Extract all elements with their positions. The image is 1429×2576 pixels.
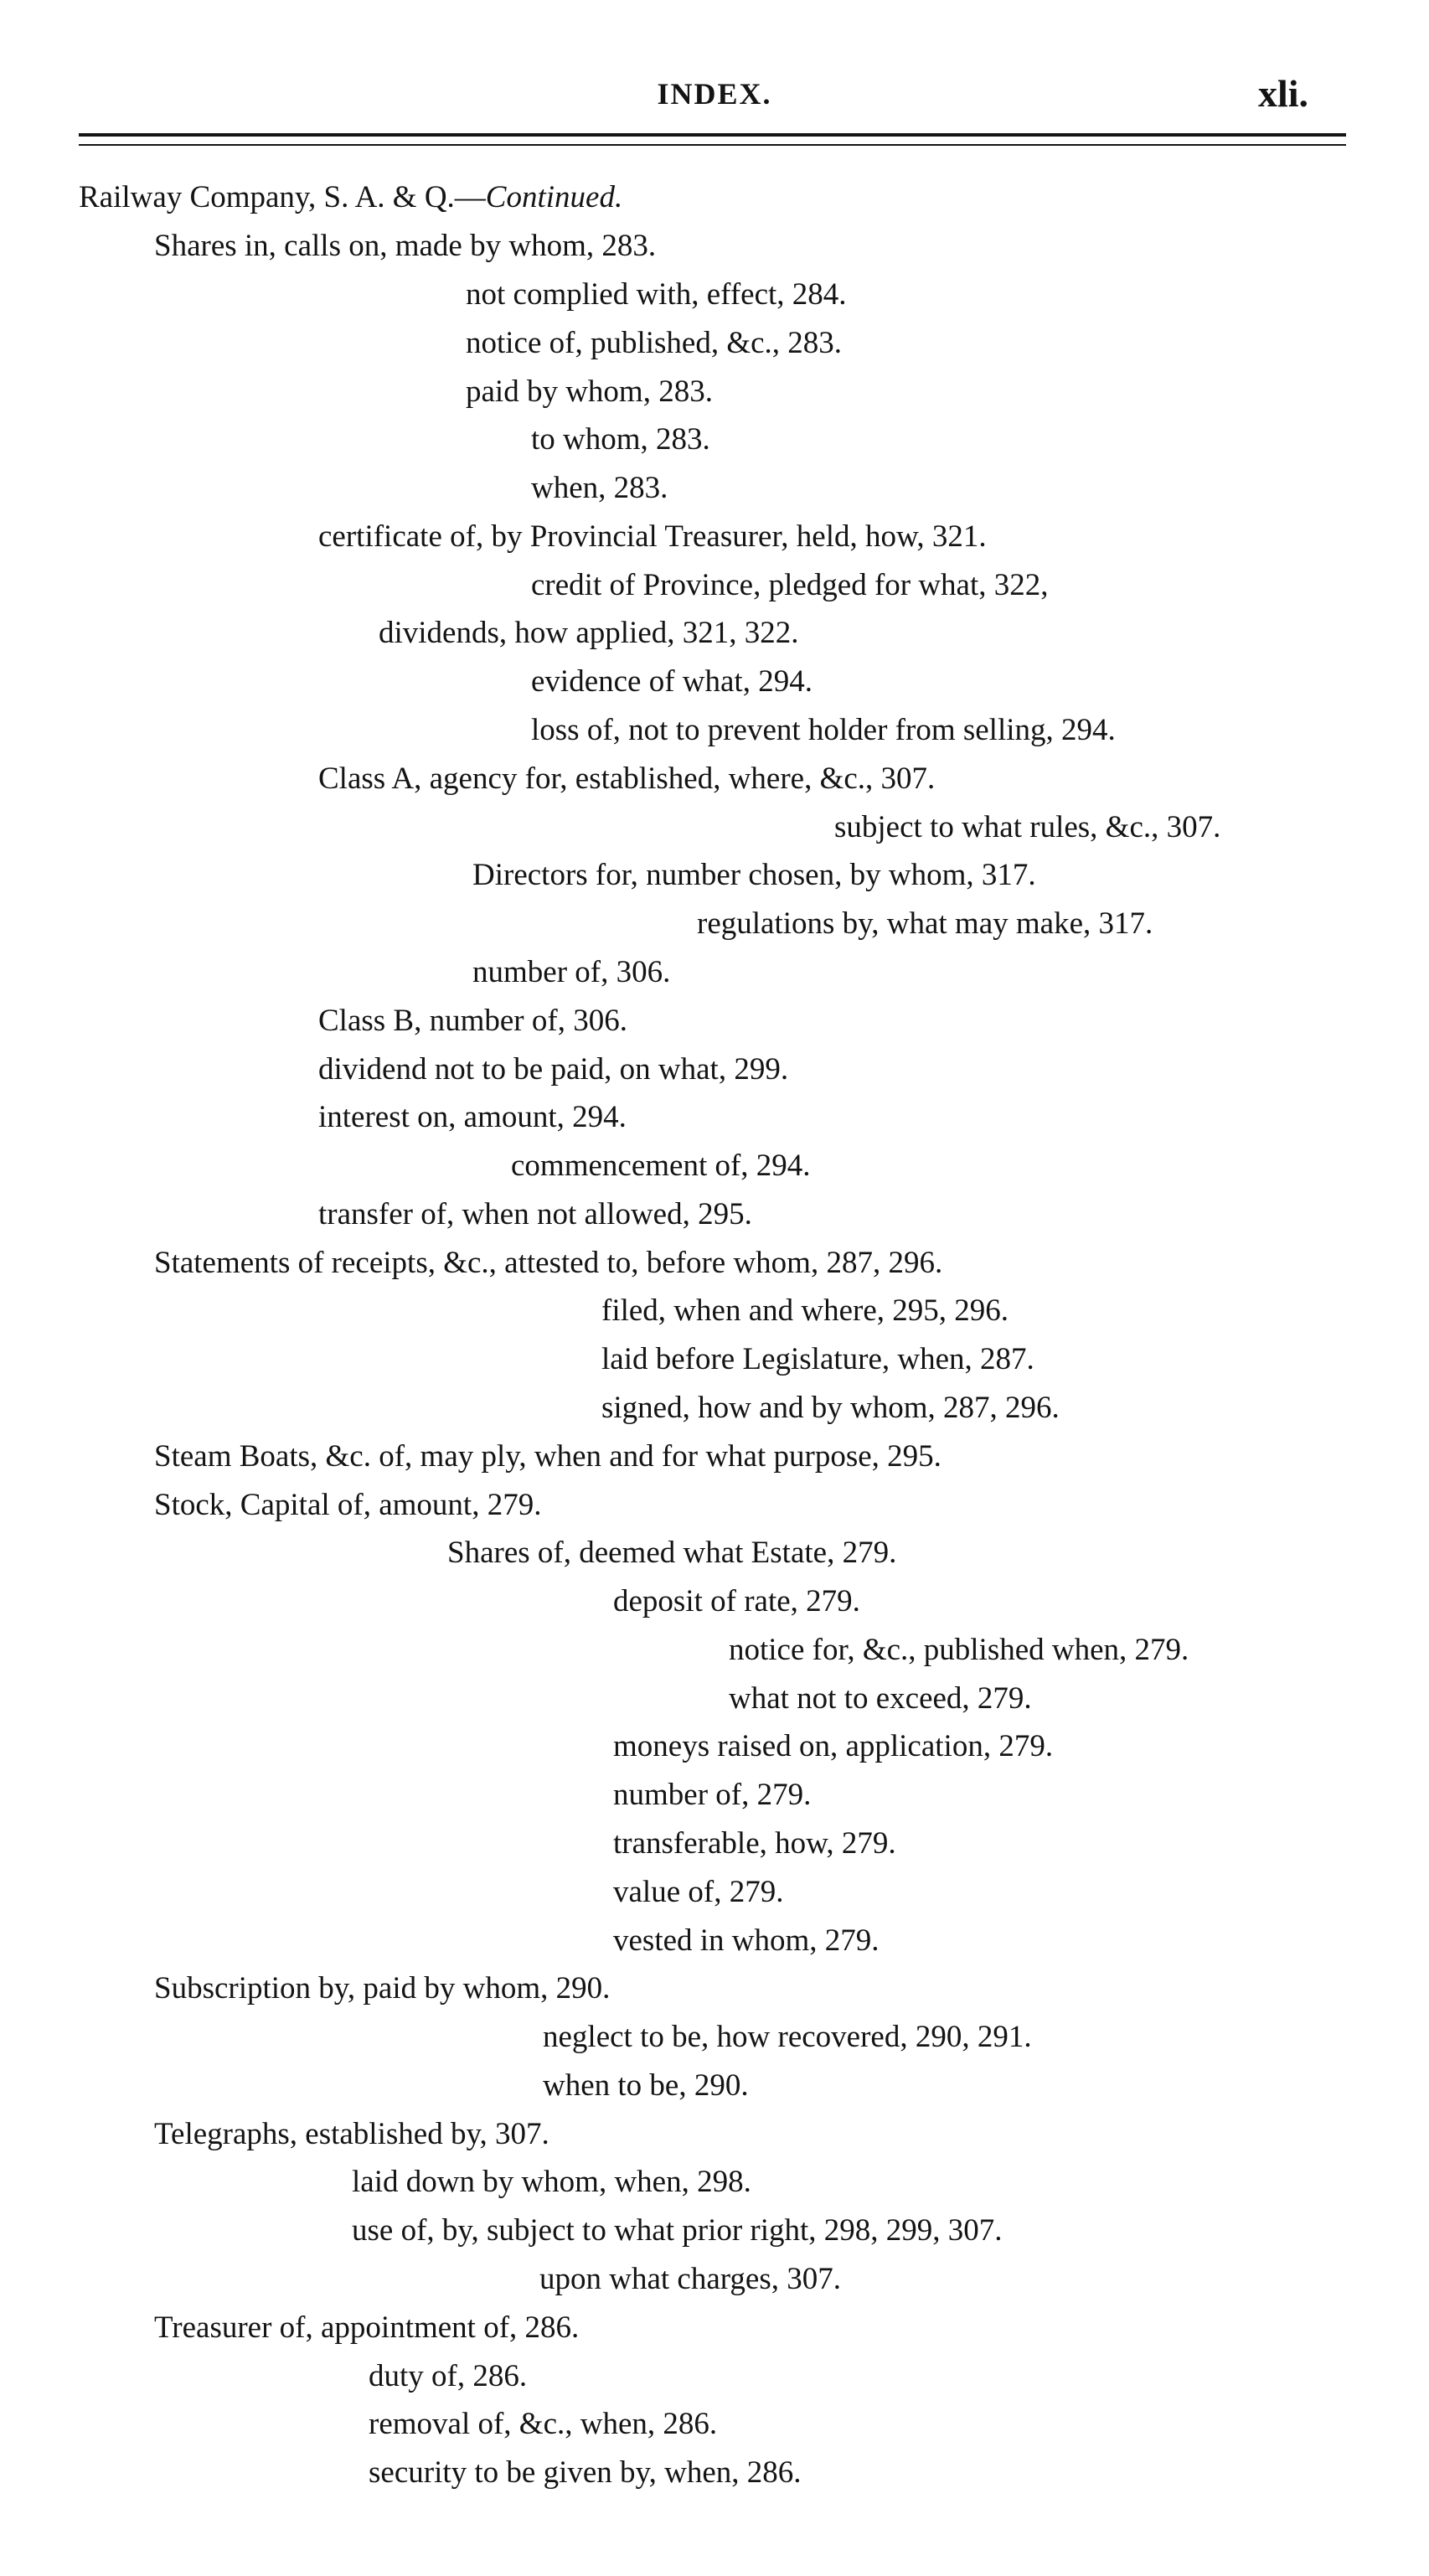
index-entry: Shares of, deemed what Estate, 279. — [447, 1536, 897, 1570]
index-entry: Subscription by, paid by whom, 290. — [154, 1971, 611, 2006]
index-entry: transfer of, when not allowed, 295. — [318, 1197, 752, 1231]
index-entry: security to be given by, when, 286. — [369, 2455, 802, 2490]
index-entry: Shares in, calls on, made by whom, 283. — [154, 229, 657, 263]
index-entry: when, 283. — [531, 471, 668, 505]
index-entry: Statements of receipts, &c., attested to, before whom, 287, 296. — [154, 1246, 943, 1280]
index-entry: use of, by, subject to what prior right, 298, 299, 307. — [352, 2213, 1003, 2248]
index-entry: number of, 306. — [472, 955, 671, 989]
index-entry: Directors for, number chosen, by whom, 317. — [472, 858, 1036, 892]
index-entry: when to be, 290. — [543, 2068, 749, 2103]
index-entry: Treasurer of, appointment of, 286. — [154, 2310, 580, 2345]
index-entry: number of, 279. — [613, 1778, 812, 1812]
index-entry: dividend not to be paid, on what, 299. — [318, 1052, 789, 1087]
index-entry: transferable, how, 279. — [613, 1826, 896, 1861]
index-entry: subject to what rules, &c., 307. — [834, 810, 1221, 844]
index-entry: duty of, 286. — [369, 2359, 528, 2393]
page-title: INDEX. — [657, 77, 772, 111]
index-entry: upon what charges, 307. — [539, 2262, 841, 2296]
index-entry: Railway Company, S. A. & Q.—Continued. — [79, 180, 623, 214]
index-entry: credit of Province, pledged for what, 322, — [531, 568, 1049, 602]
index-entry: evidence of what, 294. — [531, 664, 813, 699]
index-entry: what not to exceed, 279. — [729, 1681, 1032, 1716]
index-entry: removal of, &c., when, 286. — [369, 2407, 718, 2441]
index-entry: interest on, amount, 294. — [318, 1100, 627, 1134]
index-entry: notice of, published, &c., 283. — [466, 326, 843, 360]
index-entry: certificate of, by Provincial Treasurer, held, how, 321. — [318, 519, 987, 554]
index-entry: to whom, 283. — [531, 422, 710, 457]
index-entry: regulations by, what may make, 317. — [697, 906, 1153, 941]
index-entry: notice for, &c., published when, 279. — [729, 1633, 1189, 1667]
index-entry: commencement of, 294. — [511, 1149, 811, 1183]
index-entry: filed, when and where, 295, 296. — [601, 1293, 1009, 1328]
index-entry: loss of, not to prevent holder from selling, 294. — [531, 713, 1116, 747]
index-entry: moneys raised on, application, 279. — [613, 1729, 1054, 1763]
index-entry: Steam Boats, &c. of, may ply, when and for what purpose, 295. — [154, 1439, 941, 1474]
index-entry: signed, how and by whom, 287, 296. — [601, 1391, 1060, 1425]
index-entry: vested in whom, 279. — [613, 1923, 880, 1958]
index-entry: laid before Legislature, when, 287. — [601, 1342, 1034, 1376]
continued-label: Continued. — [485, 180, 623, 214]
index-entry: paid by whom, 283. — [466, 374, 713, 409]
page-number: xli. — [1258, 72, 1309, 115]
index-entry: neglect to be, how recovered, 290, 291. — [543, 2020, 1032, 2054]
index-entry: Class B, number of, 306. — [318, 1004, 627, 1038]
index-entry: dividends, how applied, 321, 322. — [379, 616, 799, 650]
index-entry: Class A, agency for, established, where, &c., 307. — [318, 761, 936, 796]
index-entry: value of, 279. — [613, 1875, 784, 1909]
index-entry: not complied with, effect, 284. — [466, 277, 847, 312]
index-entry: laid down by whom, when, 298. — [352, 2165, 751, 2199]
index-entry: Stock, Capital of, amount, 279. — [154, 1488, 542, 1522]
index-entry: Telegraphs, established by, 307. — [154, 2117, 549, 2151]
index-entry: deposit of rate, 279. — [613, 1584, 860, 1618]
